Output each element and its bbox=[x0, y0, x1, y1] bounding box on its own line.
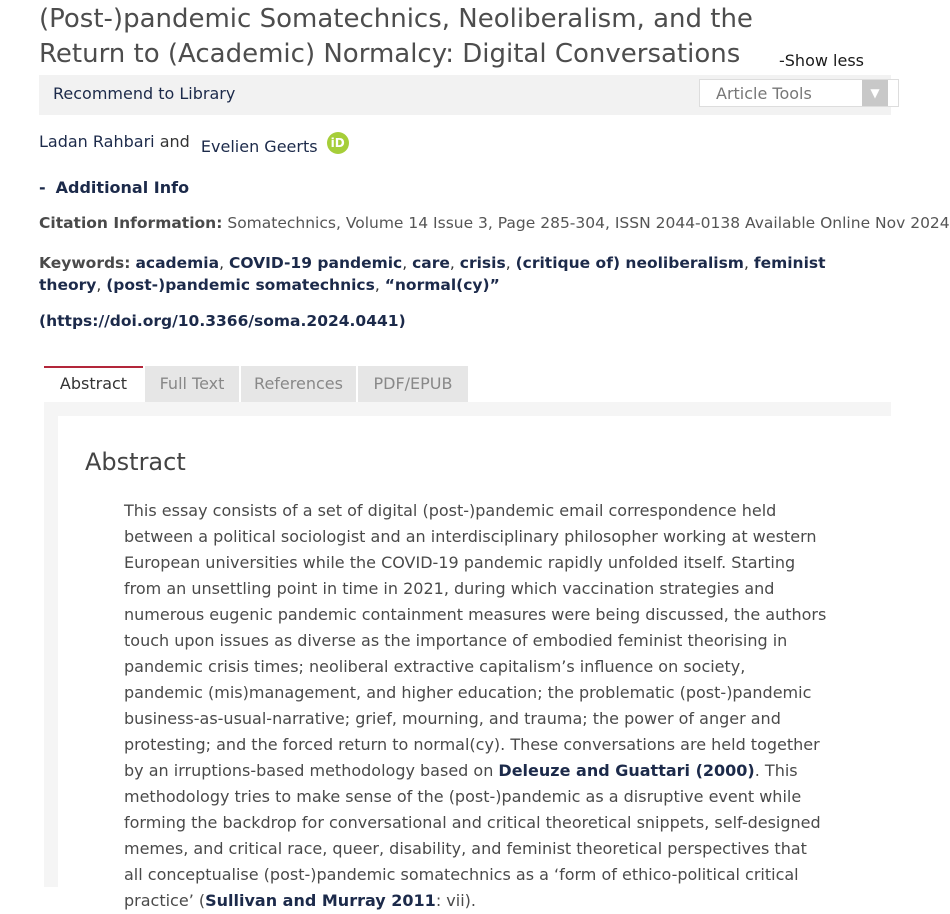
citation-information bbox=[39, 214, 950, 232]
additional-info-label: Additional Info bbox=[55, 178, 190, 197]
recommend-to-library-link[interactable]: Recommend to Library bbox=[53, 84, 236, 103]
reference-link-deleuze-guattari[interactable]: Deleuze and Guattari (2000) bbox=[498, 761, 755, 780]
show-less-toggle[interactable]: -Show less bbox=[779, 51, 864, 70]
keyword-link[interactable]: “normal(cy)” bbox=[384, 276, 500, 294]
keyword-link[interactable]: care bbox=[412, 254, 450, 272]
abstract-text: This essay consists of a set of digital (post-)pandemic email correspondence held between a political sociologist and an interdisciplinary philosopher working at western European universities while the COVID-19 pandemic rapidly unfolded itself. Starting from an unsettling point in time in 2021, during which vaccination strategies and numerous eugenic pandemic containment measures were being discussed, the authors touch upon issues as diverse as the importance of embodied feminist theorising in pandemic crisis times; neoliberal extractive capitalism’s influence on society, pandemic (mis)management, and higher education; the problematic (post-)pandemic business-as-usual-narrative; grief, mourning, and trauma; the power of anger and protesting; and the forced return to normal(cy). These conversations are held together by an irruptions-based methodology based on Deleuze and Guattari (2000). This methodology tries to make sense of the (post-)pandemic as a disruptive event while forming the backdrop for conversational and critical theoretical snippets, self-designed memes, and critical race, queer, disability, and feminist theoretical perspectives that all conceptualise (post-)pandemic somatechnics as a ‘form of ethico-political critical practice’ (Sullivan and Murray 2011: vii). bbox=[124, 501, 827, 910]
keyword-link[interactable]: COVID-19 pandemic bbox=[228, 254, 403, 272]
author-link-rahbari[interactable]: Ladan Rahbari bbox=[39, 132, 155, 151]
doi-link[interactable]: (https://doi.org/10.3366/soma.2024.0441) bbox=[39, 312, 406, 330]
chevron-down-icon[interactable]: ▼ bbox=[862, 80, 888, 106]
collapse-dash-icon: - bbox=[39, 178, 46, 197]
citation-text: Somatechnics, Volume 14 Issue 3, Page 285-304, ISSN 2044-0138 Available Online Nov 2024 bbox=[227, 214, 950, 232]
reference-link-sullivan-murray[interactable]: Sullivan and Murray 2011 bbox=[205, 891, 436, 910]
orcid-icon[interactable]: iD bbox=[327, 132, 349, 154]
author-list bbox=[39, 132, 349, 154]
keyword-link[interactable]: feminist theory bbox=[39, 254, 826, 294]
article-tools-label: Article Tools bbox=[716, 84, 812, 103]
abstract-panel bbox=[58, 416, 891, 910]
author-conjunction: and bbox=[159, 132, 190, 151]
tab-full-text[interactable]: Full Text bbox=[145, 366, 239, 402]
keywords: Keywords: academia, COVID-19 pandemic, care, crisis, (critique of) neoliberalism, feminist theory, (post-)pandemic somatechnics, “normal(cy)” bbox=[39, 254, 826, 294]
keyword-link[interactable]: (critique of) neoliberalism bbox=[515, 254, 744, 272]
additional-info-toggle[interactable] bbox=[39, 178, 189, 197]
tab-panel bbox=[44, 402, 891, 910]
article-title: (Post-)pandemic Somatechnics, Neoliberalism, and the Return to (Academic) Normalcy: Digital Conversations bbox=[39, 4, 753, 69]
citation-label: Citation Information: bbox=[39, 214, 223, 232]
article-toolbar bbox=[39, 75, 891, 115]
abstract-heading: Abstract bbox=[85, 448, 186, 476]
tab-references[interactable]: References bbox=[241, 366, 356, 402]
keywords-label: Keywords: bbox=[39, 254, 131, 272]
article-tools-dropdown[interactable] bbox=[699, 79, 899, 107]
keyword-link[interactable]: (post-)pandemic somatechnics bbox=[106, 276, 375, 294]
tab-pdf-epub[interactable]: PDF/EPUB bbox=[358, 366, 468, 402]
keyword-link[interactable]: crisis bbox=[459, 254, 506, 272]
keyword-link[interactable]: academia bbox=[135, 254, 220, 272]
tab-abstract[interactable]: Abstract bbox=[44, 366, 143, 402]
author-link-geerts[interactable]: Evelien Geerts bbox=[200, 137, 318, 156]
